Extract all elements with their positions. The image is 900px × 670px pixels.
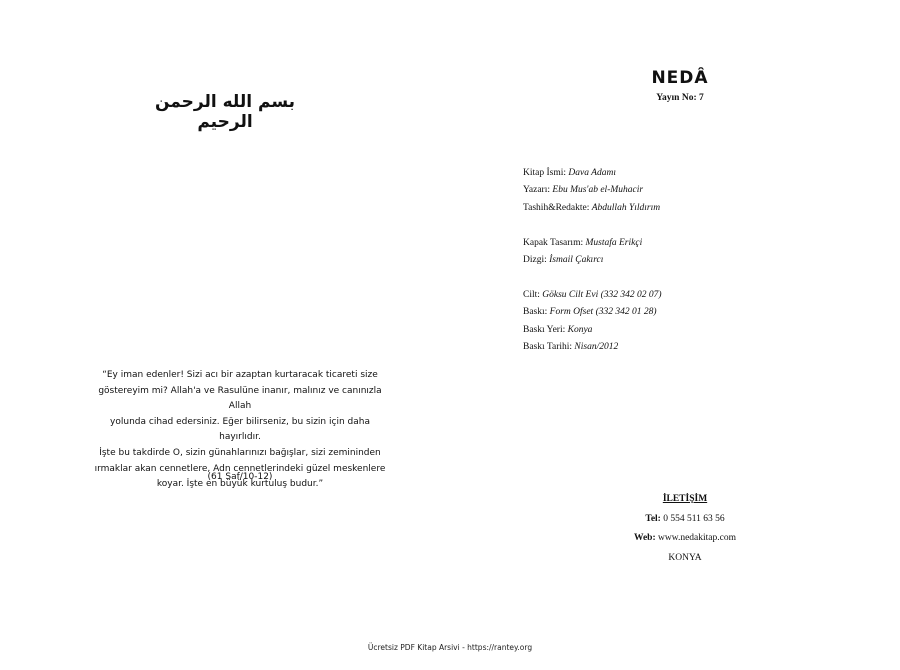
web-label: Web: bbox=[633, 533, 656, 543]
credit-value: Dava Adamı bbox=[568, 168, 616, 178]
credit-row bbox=[523, 322, 662, 339]
contact-tel bbox=[560, 510, 810, 530]
credit-value: İsmail Çakırcı bbox=[549, 255, 604, 266]
contact-heading: İLETİŞİM bbox=[662, 494, 708, 504]
quote-line: koyar. İşte en büyük kurtuluş budur.” bbox=[156, 479, 324, 490]
credit-value: Abdullah Yıldırım bbox=[591, 202, 661, 213]
credit-label: Dizgi: bbox=[523, 255, 547, 266]
quote-line: yolunda cihad edersiniz. Eğer bilirseniz, bu sizin için daha hayırlıdır. bbox=[110, 416, 370, 443]
bismillah-heading: بسم الله الرحمن الرحيم bbox=[154, 92, 296, 132]
publisher-block bbox=[560, 68, 800, 103]
credit-row bbox=[523, 304, 662, 321]
quote-line: İşte bu takdirde O, sizin günahlarınızı bağışlar, sizi zemininden bbox=[99, 447, 381, 458]
credit-value: Form Ofset (332 342 01 28) bbox=[549, 307, 657, 318]
credit-label: Baskı Yeri: bbox=[523, 324, 566, 335]
quote-line: “Ey iman edenler! Sizi acı bir azaptan kurtaracak ticareti size bbox=[102, 370, 378, 380]
credit-label: Baskı Tarihi: bbox=[523, 342, 573, 353]
quote-reference: (61 Saf/10-12) bbox=[207, 472, 273, 482]
credit-row bbox=[523, 182, 662, 199]
credit-value: Ebu Mus'ab el-Muhacir bbox=[552, 185, 644, 196]
credit-label: Baskı: bbox=[523, 307, 548, 318]
credit-label: Tashih&Redakte: bbox=[523, 202, 590, 213]
tel-value: 0 554 511 63 56 bbox=[663, 513, 725, 524]
publisher-logo: NEDÂ bbox=[651, 68, 709, 88]
credit-value: Göksu Cilt Evi (332 342 02 07) bbox=[542, 289, 662, 300]
credit-row bbox=[523, 165, 662, 182]
tel-label: Tel: bbox=[645, 513, 661, 524]
footer-watermark: Ücretsiz PDF Kitap Arsivi - https://rantey.org bbox=[367, 643, 533, 652]
quote-line: göstereyim mi? Allah'a ve Rasulüne inanır, malınız ve canınızla Allah bbox=[98, 385, 382, 412]
credit-label: Yazarı: bbox=[523, 185, 551, 196]
quote-line: ırmaklar akan cennetlere, Adn cennetlerindeki güzel meskenlere bbox=[94, 463, 386, 474]
credit-value: Mustafa Erikçi bbox=[585, 237, 643, 248]
credit-row bbox=[523, 235, 662, 252]
web-value[interactable]: www.nedakitap.com bbox=[658, 533, 736, 543]
contact-web bbox=[560, 529, 810, 549]
publication-number: Yayın No: 7 bbox=[656, 93, 704, 103]
credit-row bbox=[523, 339, 662, 356]
credit-row bbox=[523, 200, 662, 217]
credit-row bbox=[523, 287, 662, 304]
credit-row bbox=[523, 252, 662, 269]
credit-label: Cilt: bbox=[523, 289, 540, 300]
credits-block bbox=[523, 165, 662, 356]
credit-label: Kitap İsmi: bbox=[523, 168, 567, 178]
credit-label: Kapak Tasarım: bbox=[523, 237, 584, 248]
credit-value: Konya bbox=[567, 324, 593, 335]
contact-block bbox=[560, 490, 810, 568]
credit-value: Nisan/2012 bbox=[574, 342, 619, 353]
contact-city: KONYA bbox=[668, 552, 702, 563]
